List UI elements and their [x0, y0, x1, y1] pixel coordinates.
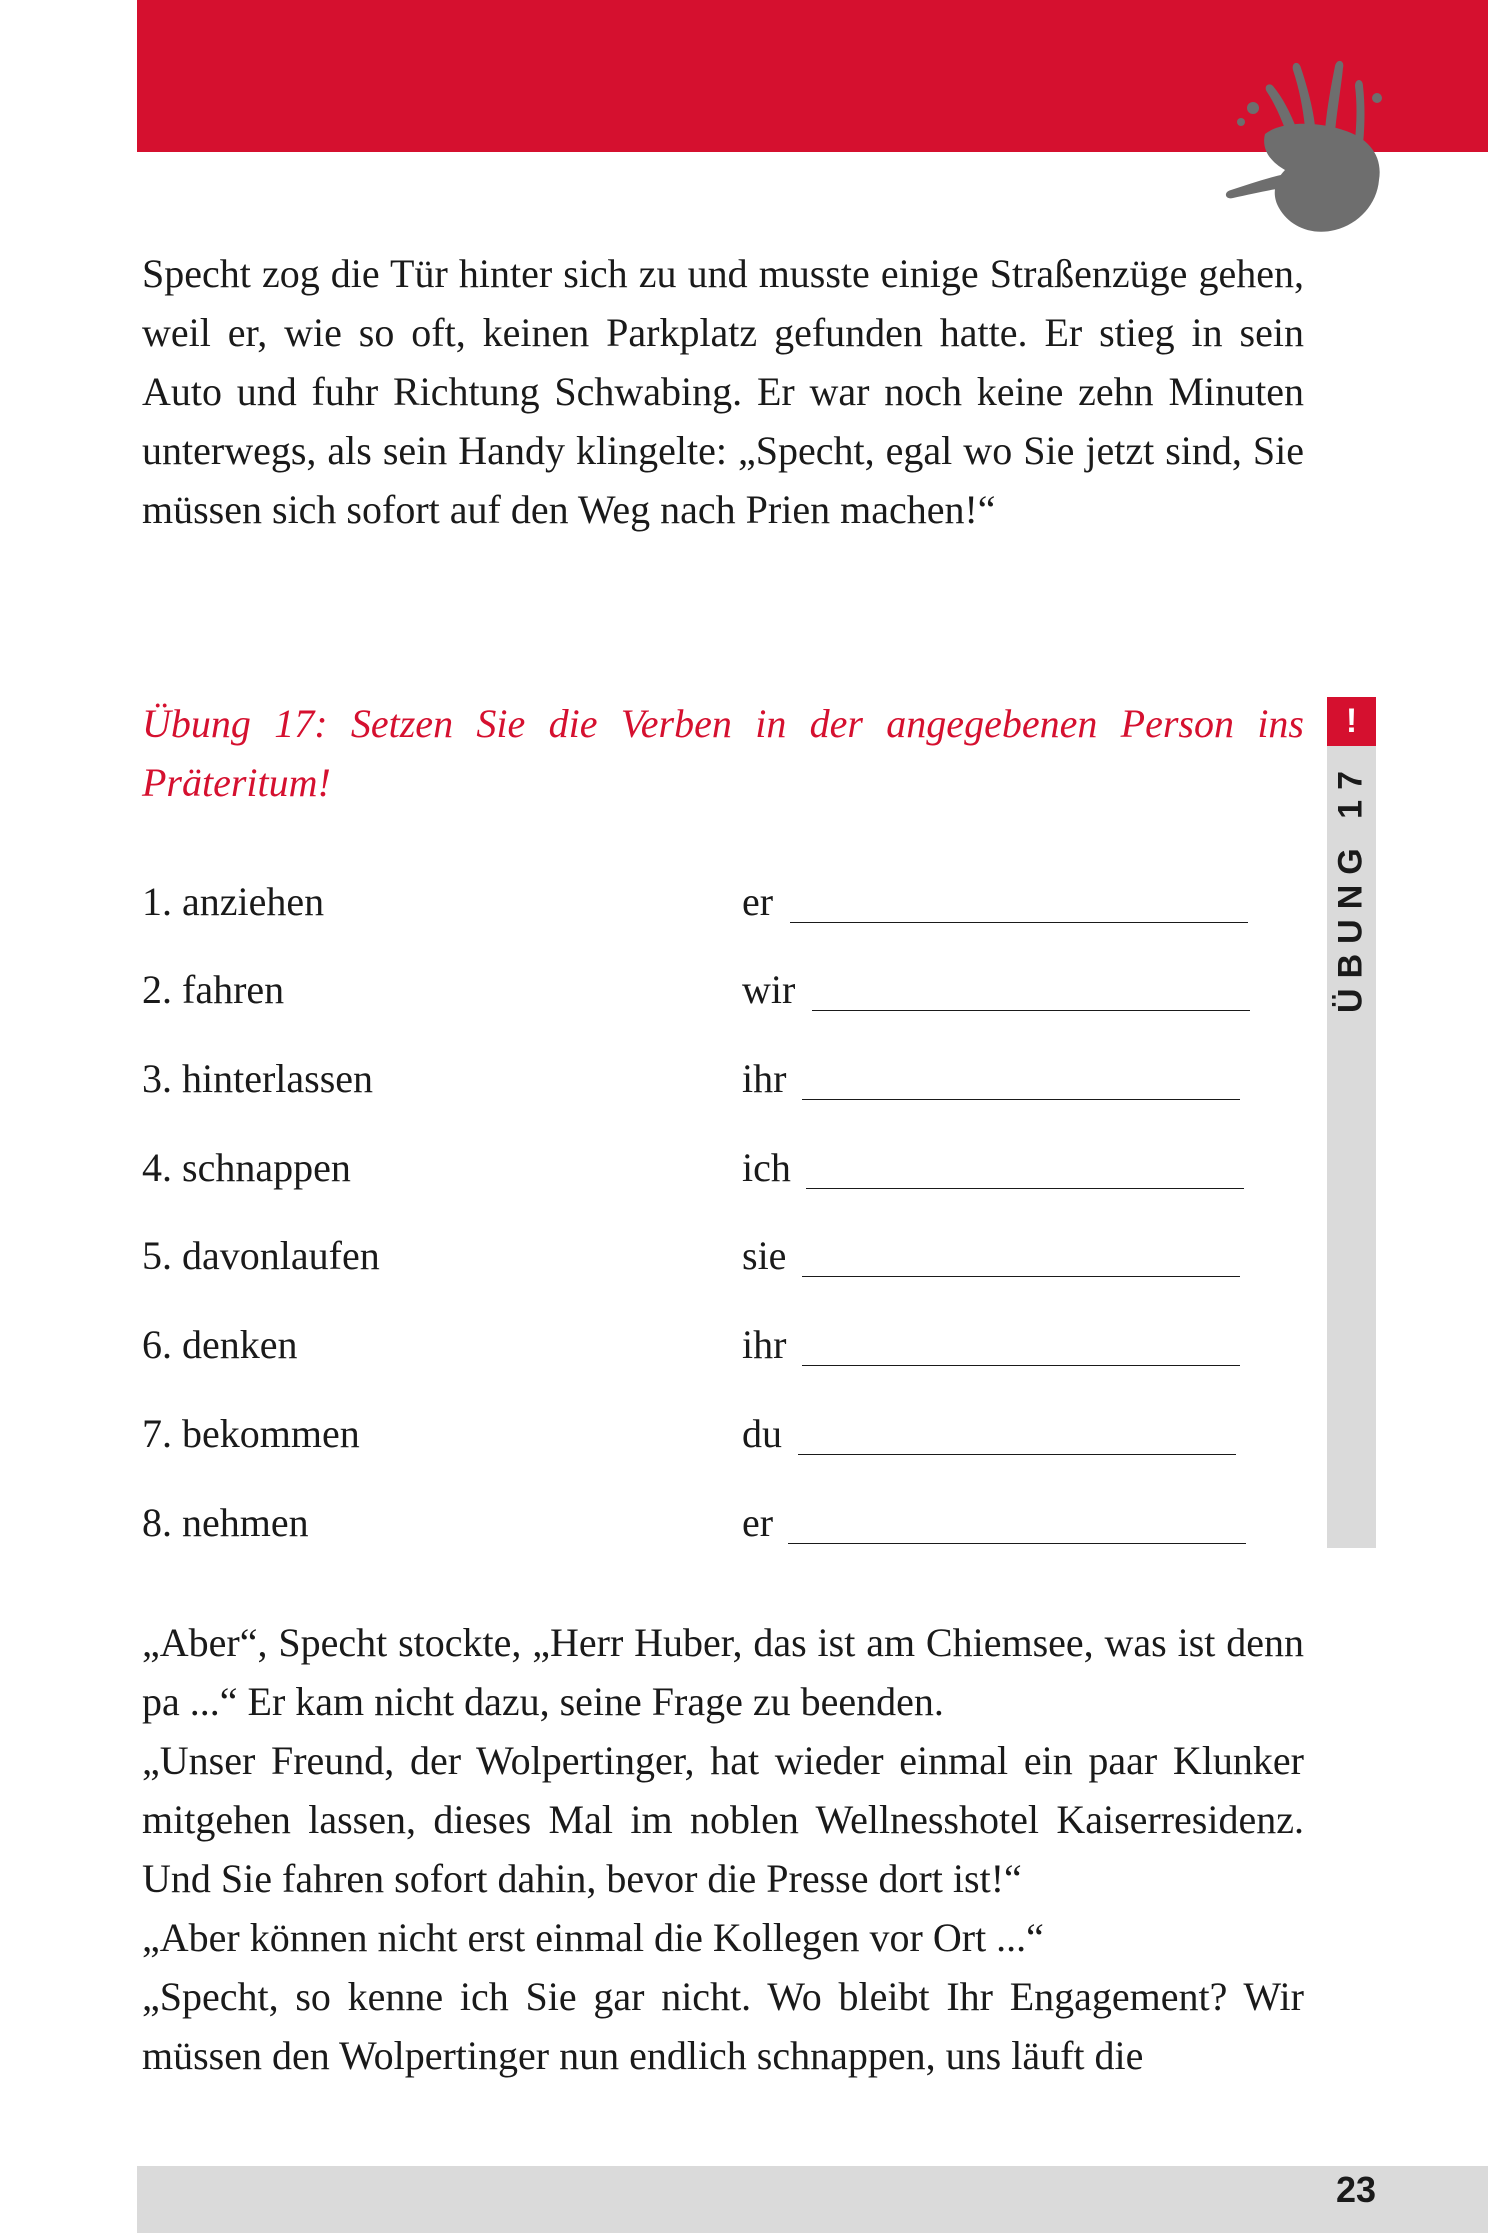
side-tab-label: ÜBUNG 17: [1331, 761, 1370, 1013]
closing-paragraph: „Aber können nicht erst einmal die Kollegen vor Ort ...“: [142, 1915, 1044, 1960]
exercise-verb: 7. bekommen: [142, 1411, 360, 1456]
exercise-verb: 8. nehmen: [142, 1500, 309, 1545]
exercise-verb: 2. fahren: [142, 967, 285, 1012]
exercise-item: [142, 1228, 1252, 1284]
exercise-pronoun: er: [742, 1500, 774, 1545]
answer-blank[interactable]: [802, 1276, 1240, 1277]
closing-paragraphs: [142, 1613, 1304, 2085]
exercise-pronoun: ihr: [742, 1322, 787, 1367]
exercise-pronoun: wir: [742, 967, 796, 1012]
answer-blank[interactable]: [802, 1365, 1240, 1366]
answer-blank[interactable]: [806, 1188, 1244, 1189]
exercise-item: [142, 1406, 1252, 1462]
exercise-item: [142, 962, 1252, 1018]
exercise-pronoun: ihr: [742, 1056, 787, 1101]
page-number: 23: [1335, 2169, 1376, 2210]
exercise-verb: 6. denken: [142, 1322, 298, 1367]
answer-blank[interactable]: [788, 1543, 1246, 1544]
exercise-item: [142, 1495, 1252, 1551]
exercise-item: [142, 1140, 1252, 1196]
exercise-item: [142, 1051, 1252, 1107]
exercise-verb: 1. anziehen: [142, 879, 325, 924]
footer-bar: [137, 2166, 1488, 2233]
exercise-item: [142, 874, 1252, 930]
exclamation-icon: !: [1327, 697, 1376, 746]
exercise-pronoun: ich: [742, 1145, 791, 1190]
exercise-title: Übung 17: Setzen Sie die Verben in der angegebenen Person ins Präteritum!: [142, 701, 1304, 805]
exercise-pronoun: du: [742, 1411, 782, 1456]
exercise-pronoun: sie: [742, 1233, 787, 1278]
exercise-verb: 4. schnappen: [142, 1145, 351, 1190]
exercise-side-tab: [1327, 697, 1376, 1548]
answer-blank[interactable]: [798, 1454, 1236, 1455]
answer-blank[interactable]: [802, 1099, 1240, 1100]
closing-paragraph: „Specht, so kenne ich Sie gar nicht. Wo bleibt Ihr Engagement? Wir müssen den Wolpertinger nun endlich schnappen, uns läuft die: [142, 1974, 1304, 2078]
intro-paragraph: [142, 244, 1304, 539]
answer-blank[interactable]: [790, 922, 1248, 923]
closing-paragraph: „Aber“, Specht stockte, „Herr Huber, das ist am Chiemsee, was ist denn pa ...“ Er kam nicht dazu, seine Frage zu beenden.: [142, 1620, 1304, 1724]
exercise-verb: 5. davonlaufen: [142, 1233, 380, 1278]
answer-blank[interactable]: [812, 1010, 1250, 1011]
exercise-item: [142, 1317, 1252, 1373]
intro-text: Specht zog die Tür hinter sich zu und musste einige Straßenzüge gehen, weil er, wie so oft, keinen Parkplatz gefunden hatte. Er stieg in sein Auto und fuhr Richtung Schwabing. Er war noch keine zehn Minuten unterwegs, als sein Handy klingelte: „Specht, egal wo Sie jetzt sind, Sie müssen sich sofort auf den Weg nach Prien machen!“: [142, 251, 1304, 532]
hand-print-icon: [1195, 38, 1395, 243]
exercise-pronoun: er: [742, 879, 774, 924]
exercise-verb: 3. hinterlassen: [142, 1056, 374, 1101]
closing-paragraph: „Unser Freund, der Wolpertinger, hat wieder einmal ein paar Klunker mitgehen lassen, dieses Mal im noblen Wellnesshotel Kaiserresidenz. Und Sie fahren sofort dahin, bevor die Presse dort ist!“: [142, 1738, 1304, 1901]
